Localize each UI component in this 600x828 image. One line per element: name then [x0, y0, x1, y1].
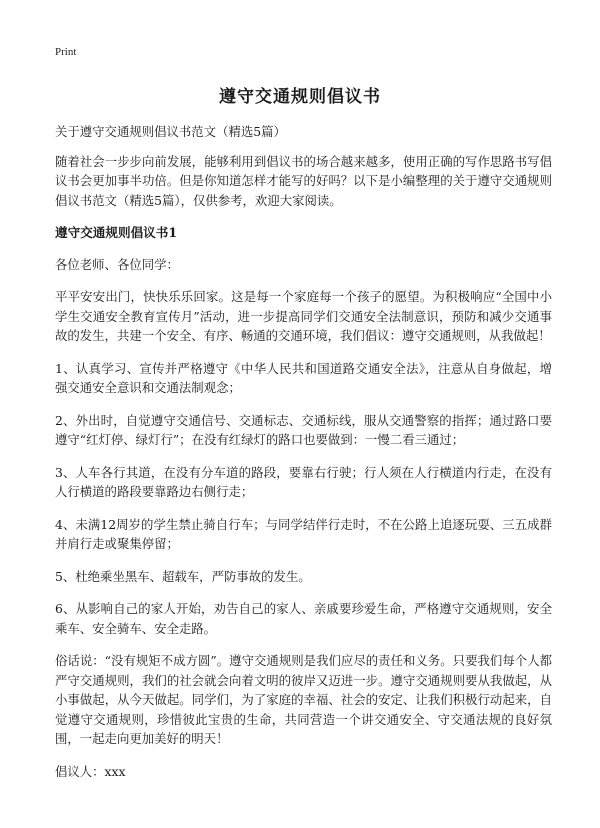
document-subtitle: 关于遵守交通规则倡议书范文（精选5篇）: [55, 124, 286, 139]
signature: 倡议人：xxx: [55, 763, 126, 779]
greeting: 各位老师、各位同学：: [55, 256, 179, 272]
body-paragraph: 6、从影响自己的家人开始，劝告自己的家人、亲戚要珍爱生命，严格遵守交通规则，安全乘车、安全骑车、安全走路。: [55, 601, 552, 636]
section-heading: 遵守交通规则倡议书1: [55, 225, 178, 240]
body-paragraph: 5、杜绝乘坐黑车、超载车，严防事故的发生。: [55, 568, 311, 584]
body-paragraph: 3、人车各行其道，在没有分车道的路段，要靠右行驶；行人须在人行横道内行走，在没有人行横道的路段要靠路边右侧行走；: [55, 464, 552, 499]
intro-paragraph: 随着社会一步步向前发展，能够利用到倡议书的场合越来越多，使用正确的写作思路书写倡议书会更加事半功倍。但是你知道怎样才能写的好吗？以下是小编整理的关于遵守交通规则倡议书范文（精选5篇），仅供参考，欢迎大家阅读。: [55, 153, 552, 208]
document-title: 遵守交通规则倡议书: [219, 87, 381, 107]
body-paragraph: 4、未满12周岁的学生禁止骑自行车；与同学结伴行走时，不在公路上追逐玩耍、三五成群并肩行走或聚集停留；: [55, 516, 552, 551]
document-body: [55, 122, 552, 794]
body-paragraph: 2、外出时，自觉遵守交通信号、交通标志、交通标线，服从交通警察的指挥；通过路口要遵守“红灯停、绿灯行”；在没有红绿灯的路口也要做到：一慢二看三通过；: [55, 412, 552, 447]
print-label[interactable]: Print: [55, 46, 77, 58]
body-paragraph: 1、认真学习、宣传并严格遵守《中华人民共和国道路交通安全法》，注意从自身做起，增强交通安全意识和交通法制观念；: [55, 360, 552, 395]
body-paragraph: 俗话说：“没有规矩不成方圆”。遵守交通规则是我们应尽的责任和义务。只要我们每个人都严守交通规则，我们的社会就会向着文明的彼岸又迈进一步。遵守交通规则要从我做起，从小事做起，从今天做起。同学们，为了家庭的幸福、社会的安定、让我们积极行动起来，自觉遵守交通规则，珍惜彼此宝贵的生命，共同营造一个讲交通安全、守交通法规的良好氛围，一起走向更加美好的明天！: [55, 653, 552, 746]
body-paragraph: 平平安安出门，快快乐乐回家。这是每一个家庭每一个孩子的愿望。为积极响应“全国中小学生交通安全教育宣传月”活动，进一步提高同学们交通安全法制意识，预防和减少交通事故的发生，共建一个安全、有序、畅通的交通环境，我们倡议：遵守交通规则，从我做起！: [55, 289, 552, 343]
